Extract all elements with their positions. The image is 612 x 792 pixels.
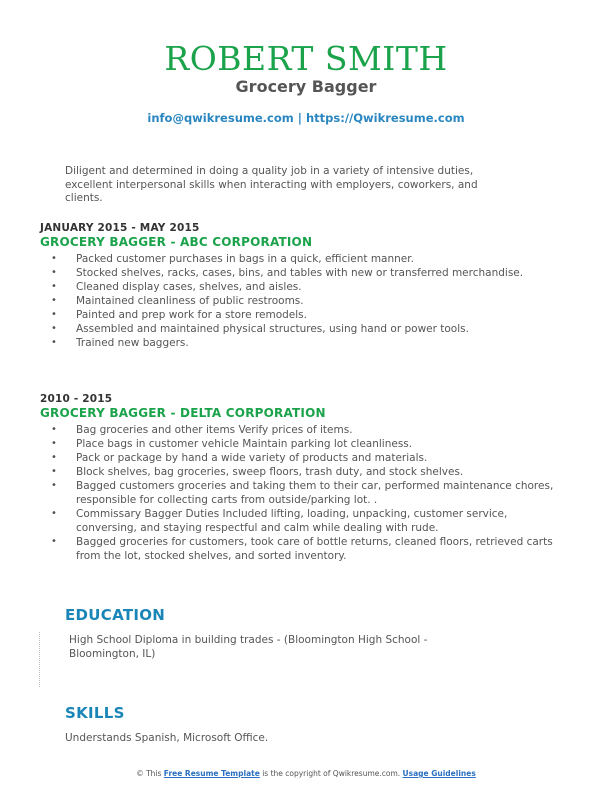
job-duties-list [40,252,560,350]
bullet-icon: • [51,253,57,264]
usage-guidelines-link[interactable]: Usage Guidelines [402,769,476,778]
bullet-icon: • [51,508,57,519]
bullet-icon: • [51,323,57,334]
list-item: • Stocked shelves, racks, cases, bins, and tables with new or transferred merchandise. [51,267,524,279]
list-item: • Painted and prep work for a store remodels. [51,309,307,321]
website-link[interactable]: https://Qwikresume.com [305,111,465,125]
bullet-icon: • [51,452,57,463]
bullet-icon: • [51,438,57,449]
list-item: • Packed customer purchases in bags in a quick, efficient manner. [51,253,414,265]
job-dates: JANUARY 2015 - MAY 2015 [40,222,200,234]
bullet-icon: • [51,466,57,477]
candidate-name: ROBERT SMITH [164,39,448,78]
bullet-icon: • [51,309,57,320]
list-item: • Place bags in customer vehicle Maintain parking lot cleanliness. [51,438,413,450]
bullet-icon: • [51,536,57,547]
list-item: • Commissary Bagger Duties Included lifting, loading, unpacking, customer service, conversing, and staying respectful and calm while dealing with rude. [51,508,508,534]
skills-text: Understands Spanish, Microsoft Office. [65,732,269,744]
bullet-icon: • [51,480,57,491]
education-heading: EDUCATION [65,606,166,624]
bullet-icon: • [51,337,57,348]
list-item: • Cleaned display cases, shelves, and aisles. [51,281,302,293]
footer-middle: is the copyright of Qwikresume.com. [262,769,401,778]
copyright-footer [0,769,612,779]
job-role: GROCERY BAGGER - DELTA CORPORATION [40,406,326,420]
contact-separator: | [297,111,302,125]
email-link[interactable]: info@qwikresume.com [147,111,294,125]
list-item: • Pack or package by hand a wide variety of products and materials. [51,452,428,464]
education-divider [39,632,40,687]
list-item: • Bagged groceries for customers, took care of bottle returns, cleaned floors, retrieved carts from the lot, stocked shelves, and sorted inventory. [51,536,553,562]
list-item: • Bag groceries and other items Verify prices of items. [51,424,353,436]
job-duties-list [40,423,560,563]
list-item: • Trained new baggers. [51,337,189,349]
free-resume-template-link[interactable]: Free Resume Template [163,769,260,778]
job-role: GROCERY BAGGER - ABC CORPORATION [40,235,313,249]
footer-prefix: © This [136,769,162,778]
bullet-icon: • [51,295,57,306]
experience-entry-1 [40,221,560,350]
bullet-icon: • [51,267,57,278]
bullet-icon: • [51,281,57,292]
skills-heading: SKILLS [65,704,125,722]
job-dates: 2010 - 2015 [40,393,113,405]
list-item: • Maintained cleanliness of public restrooms. [51,295,304,307]
bullet-icon: • [51,424,57,435]
job-title: Grocery Bagger [235,77,377,96]
list-item: • Block shelves, bag groceries, sweep floors, trash duty, and stock shelves. [51,466,464,478]
education-text: High School Diploma in building trades - (Bloomington High School - Bloomington, IL) [69,634,428,660]
contact-line [0,111,612,125]
list-item: • Bagged customers groceries and taking them to their car, performed maintenance chores, responsible for collecting carts from outside/parking lot. . [51,480,554,506]
experience-entry-2 [40,392,560,563]
summary-text: Diligent and determined in doing a quality job in a variety of intensive duties, excellent interpersonal skills when interacting with employers, coworkers, and clients. [65,165,478,204]
list-item: • Assembled and maintained physical structures, using hand or power tools. [51,323,469,335]
